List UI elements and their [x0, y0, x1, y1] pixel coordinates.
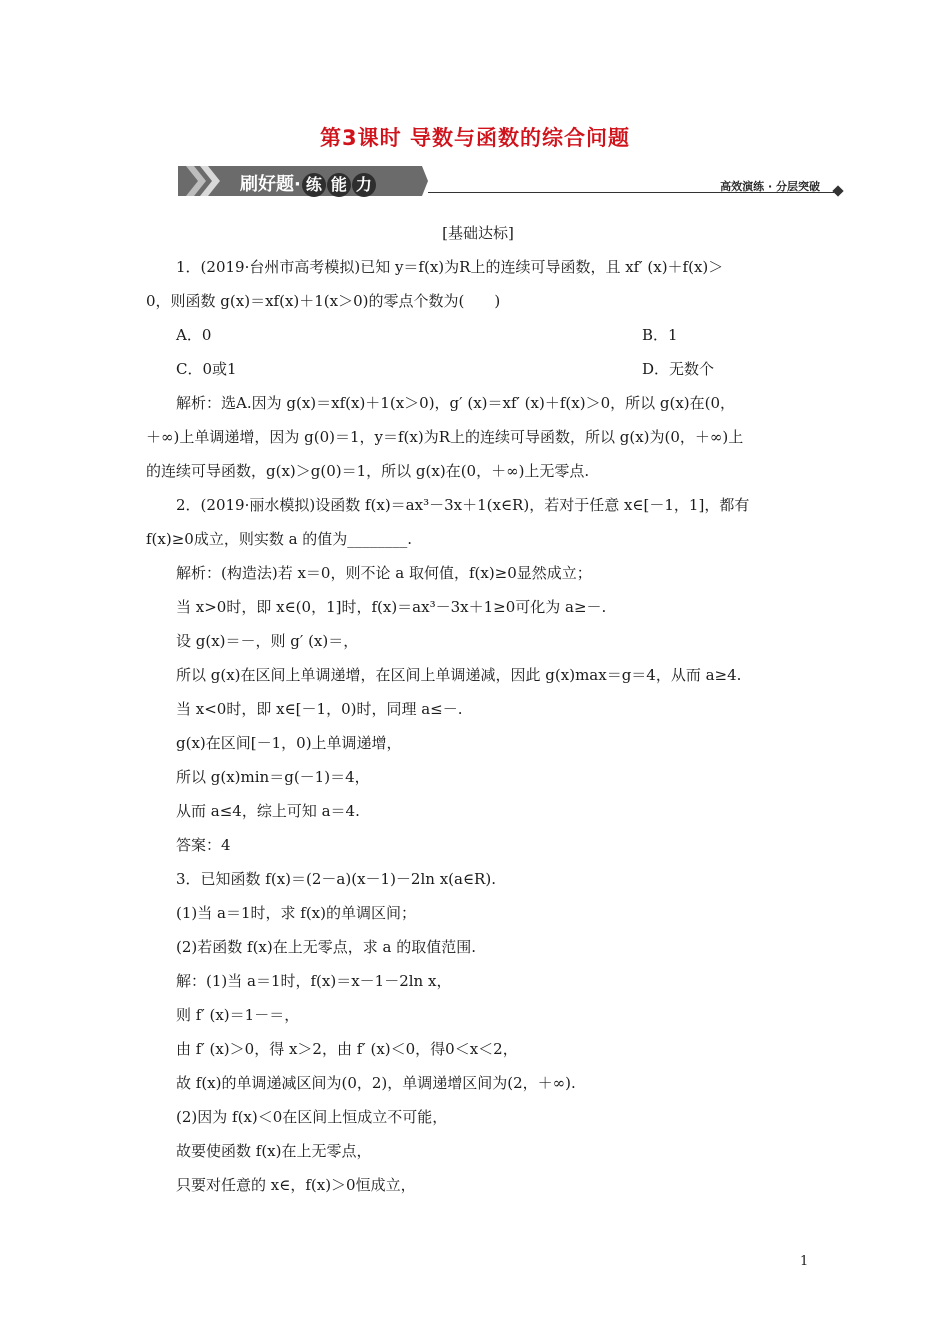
- banner-label: [240, 170, 376, 197]
- option-c: C．0或1: [176, 360, 237, 378]
- text-line: 设 g(x)＝－，则 g′ (x)＝，: [176, 632, 359, 650]
- text-line: 故 f(x)的单调递减区间为(0，2)，单调递增区间为(2，＋∞).: [176, 1074, 576, 1092]
- text-line: 当 x>0时，即 x∈(0，1]时，f(x)＝ax³－3x＋1≥0可化为 a≥－.: [176, 598, 607, 616]
- answer-line: 答案：4: [176, 836, 231, 854]
- options-row: [146, 318, 810, 352]
- text-line: f(x)≥0成立，则实数 a 的值为________.: [146, 530, 413, 548]
- options-row: [146, 352, 810, 386]
- text-line: 故要使函数 f(x)在上无零点，: [176, 1142, 372, 1160]
- text-line: 从而 a≤4，综上可知 a＝4.: [176, 802, 360, 820]
- text-line: 解析：(构造法)若 x＝0，则不论 a 取何值，f(x)≥0显然成立；: [176, 564, 592, 582]
- banner-left-text: 刷好题·: [240, 174, 301, 195]
- document-body: [146, 216, 810, 1202]
- text-line: 3．已知函数 f(x)＝(2－a)(x－1)－2ln x(a∈R).: [176, 870, 496, 888]
- section-banner: [178, 166, 842, 198]
- option-b: B．1: [642, 326, 678, 344]
- banner-circle-char: 能: [327, 173, 351, 197]
- diamond-icon: [832, 185, 843, 196]
- text-line: 所以 g(x)min＝g(－1)＝4，: [176, 768, 370, 786]
- text-line: (1)当 a＝1时，求 f(x)的单调区间；: [176, 904, 416, 922]
- section-heading: [基础达标]: [442, 224, 514, 242]
- text-line: 只要对任意的 x∈，f(x)＞0恒成立，: [176, 1176, 416, 1194]
- banner-circle-char: 练: [302, 173, 326, 197]
- text-line: 的连续可导函数，g(x)＞g(0)＝1，所以 g(x)在(0，＋∞)上无零点.: [146, 462, 590, 480]
- option-a: A．0: [176, 326, 212, 344]
- text-line: (2)因为 f(x)＜0在区间上恒成立不可能，: [176, 1108, 448, 1126]
- text-line: 解：(1)当 a＝1时，f(x)＝x－1－2ln x，: [176, 972, 452, 990]
- text-line: 所以 g(x)在区间上单调递增，在区间上单调递减，因此 g(x)max＝g＝4，从而 a≥4.: [176, 666, 742, 684]
- page-number: 1: [800, 1254, 809, 1269]
- text-line: 当 x<0时，即 x∈[－1，0)时，同理 a≤－.: [176, 700, 463, 718]
- text-line: 解析：选A.因为 g(x)＝xf(x)＋1(x＞0)，g′ (x)＝xf′ (x)＋f(x)＞0，所以 g(x)在(0，: [176, 394, 736, 412]
- banner-right-text: 高效演练 · 分层突破: [720, 180, 820, 193]
- text-line: 2．(2019·丽水模拟)设函数 f(x)＝ax³－3x＋1(x∈R)，若对于任意 x∈[－1，1]，都有: [176, 496, 750, 514]
- banner-circle-char: 力: [352, 173, 376, 197]
- text-line: 则 f′ (x)＝1－＝，: [176, 1006, 300, 1024]
- page-title: 第3课时 导数与函数的综合问题: [320, 126, 630, 150]
- text-line: 1．(2019·台州市高考模拟)已知 y＝f(x)为R上的连续可导函数，且 xf′ (x)＋f(x)＞: [176, 258, 724, 276]
- text-line: (2)若函数 f(x)在上无零点，求 a 的取值范围.: [176, 938, 476, 956]
- text-line: 0，则函数 g(x)＝xf(x)＋1(x＞0)的零点个数为( ): [146, 292, 501, 310]
- text-line: 由 f′ (x)＞0，得 x＞2，由 f′ (x)＜0，得0＜x＜2，: [176, 1040, 518, 1058]
- option-d: D．无数个: [642, 360, 715, 378]
- text-line: g(x)在区间[－1，0)上单调递增，: [176, 734, 402, 752]
- text-line: ＋∞)上单调递增，因为 g(0)＝1，y＝f(x)为R上的连续可导函数，所以 g(x)为(0，＋∞)上: [146, 428, 744, 446]
